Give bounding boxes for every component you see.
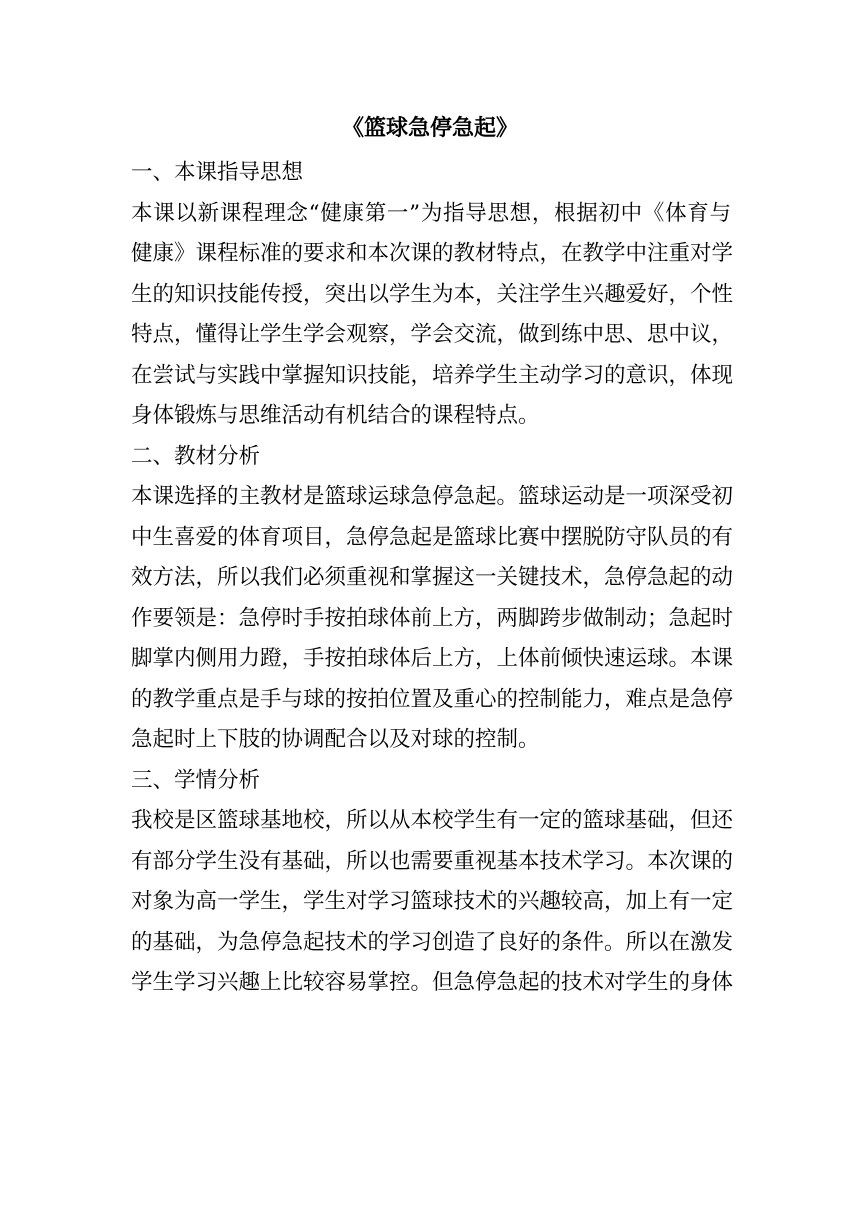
paragraph-line: 健康》课程标准的要求和本次课的教材特点，在教学中注重对学 bbox=[131, 241, 734, 266]
section-heading: 二、教材分析 bbox=[131, 443, 261, 469]
paragraph-line: 的基础，为急停急起技术的学习创造了良好的条件。所以在激发 bbox=[131, 929, 734, 955]
paragraph-line: 效方法，所以我们必须重视和掌握这一关键技术，急停急起的动 bbox=[131, 565, 734, 590]
paragraph-line: 有部分学生没有基础，所以也需要重视基本技术学习。本次课的 bbox=[131, 848, 734, 874]
paragraph-line: 特点，懂得让学生学会观察，学会交流，做到练中思、思中议， bbox=[131, 322, 734, 347]
paragraph-line: 本课选择的主教材是篮球运球急停急起。篮球运动是一项深受初 bbox=[131, 484, 734, 509]
paragraph-line: 中生喜爱的体育项目，急停急起是篮球比赛中摆脱防守队员的有 bbox=[131, 524, 734, 550]
paragraph-line: 的教学重点是手与球的按拍位置及重心的控制能力，难点是急停 bbox=[131, 686, 734, 712]
paragraph-line: 本课以新课程理念“健康第一”为指导思想，根据初中《体育与 bbox=[131, 200, 731, 226]
paragraph-line: 生的知识技能传授，突出以学生为本，关注学生兴趣爱好，个性 bbox=[131, 281, 734, 307]
document-body bbox=[131, 153, 734, 1004]
paragraph-line: 学生学习兴趣上比较容易掌控。但急停急起的技术对学生的身体 bbox=[131, 970, 734, 995]
paragraph-line: 急起时上下肢的协调配合以及对球的控制。 bbox=[131, 727, 540, 752]
section-heading: 三、学情分析 bbox=[131, 767, 261, 793]
paragraph-line: 作要领是：急停时手按拍球体前上方，两脚跨步做制动；急起时 bbox=[131, 605, 734, 631]
paragraph-line: 对象为高一学生，学生对学习篮球技术的兴趣较高，加上有一定 bbox=[131, 889, 734, 914]
document-title: 《篮球急停急起》 bbox=[341, 115, 518, 141]
paragraph-line: 身体锻炼与思维活动有机结合的课程特点。 bbox=[131, 403, 540, 428]
paragraph-line: 脚掌内侧用力蹬，手按拍球体后上方，上体前倾快速运球。本课 bbox=[131, 646, 734, 671]
section-heading: 一、本课指导思想 bbox=[131, 160, 304, 185]
paragraph-line: 在尝试与实践中掌握知识技能，培养学生主动学习的意识，体现 bbox=[131, 362, 734, 388]
paragraph-line: 我校是区篮球基地校，所以从本校学生有一定的篮球基础，但还 bbox=[131, 808, 734, 833]
